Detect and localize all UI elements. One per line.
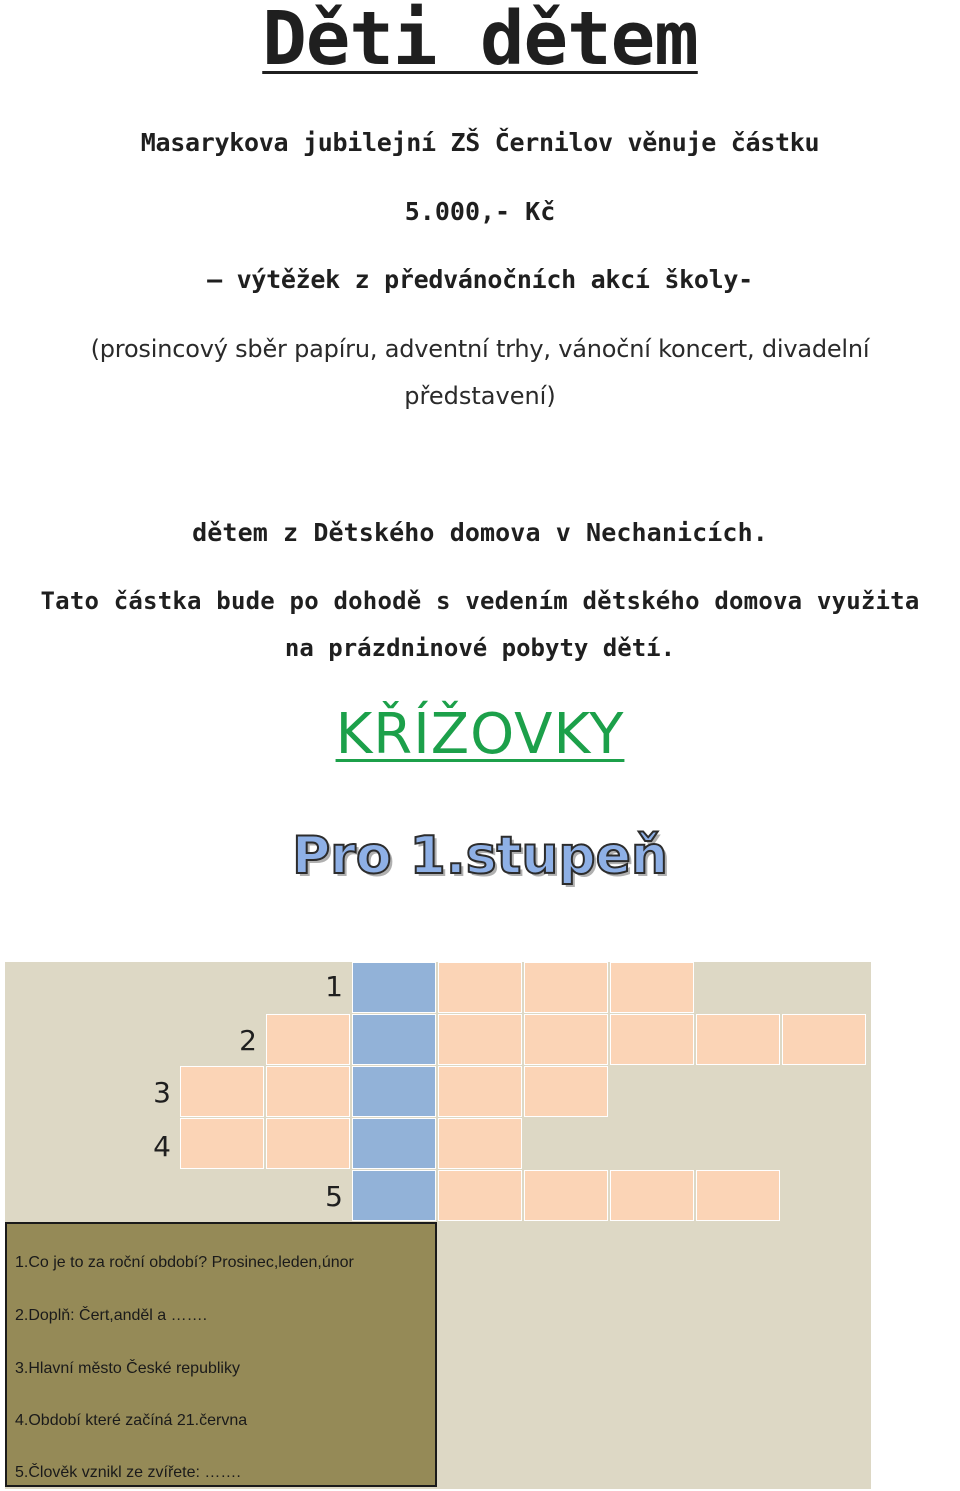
donation-recipient: dětem z Dětského domova v Nechanicích.	[192, 518, 768, 547]
crossword-cell[interactable]	[180, 1118, 264, 1169]
clues-box	[5, 1222, 437, 1487]
crossword-cell[interactable]	[782, 1014, 866, 1065]
crossword-cell[interactable]	[438, 1118, 522, 1169]
crossword-cell[interactable]	[696, 1014, 780, 1065]
crossword-cell[interactable]	[438, 1170, 522, 1221]
crossword-cell-key[interactable]	[352, 1118, 436, 1169]
crossword-cell[interactable]	[524, 1014, 608, 1065]
clue-3: 3.Hlavní město České republiky	[15, 1360, 240, 1377]
crossword-cell[interactable]	[266, 1014, 350, 1065]
clue-5: 5.Člověk vznikl ze zvířete: …….	[15, 1464, 241, 1481]
clue-1: 1.Co je to za roční období? Prosinec,leden,únor	[15, 1254, 354, 1271]
crossword-cell-key[interactable]	[352, 1170, 436, 1221]
crossword-cell[interactable]	[610, 1170, 694, 1221]
crossword-cell-key[interactable]	[352, 1066, 436, 1117]
clue-number-1: 1	[325, 970, 343, 1003]
purpose-line-1: Tato částka bude po dohodě s vedením dětského domova využita	[40, 587, 920, 615]
crossword-cell[interactable]	[610, 962, 694, 1013]
page-title: Děti dětem	[262, 0, 698, 82]
donation-source: – výtěžek z předvánočních akcí školy-	[207, 265, 753, 294]
clue-2: 2.Doplň: Čert,anděl a …….	[15, 1307, 208, 1324]
purpose-line-2: na prázdninové pobyty dětí.	[284, 634, 676, 662]
crossword-cell[interactable]	[610, 1014, 694, 1065]
crossword-cell[interactable]	[524, 1066, 608, 1117]
crossword-cell-key[interactable]	[352, 962, 436, 1013]
crossword-cell[interactable]	[266, 1066, 350, 1117]
section-heading: KŘÍŽOVKY	[335, 702, 625, 767]
donation-amount: 5.000,- Kč	[404, 197, 556, 226]
clue-number-2: 2	[239, 1024, 257, 1057]
crossword-cell[interactable]	[266, 1118, 350, 1169]
events-line-1: (prosincový sběr papíru, adventní trhy, vánoční koncert, divadelní	[90, 335, 870, 363]
crossword-cell[interactable]	[524, 1170, 608, 1221]
crossword-cell[interactable]	[524, 962, 608, 1013]
crossword-cell-key[interactable]	[352, 1014, 436, 1065]
clue-number-3: 3	[153, 1076, 171, 1109]
crossword-cell[interactable]	[180, 1066, 264, 1117]
events-line-2: představení)	[404, 382, 556, 410]
donation-intro: Masarykova jubilejní ZŠ Černilov věnuje částku	[140, 128, 820, 157]
clue-number-5: 5	[325, 1180, 343, 1213]
crossword-cell[interactable]	[438, 1014, 522, 1065]
crossword-cell[interactable]	[696, 1170, 780, 1221]
crossword-cell[interactable]	[438, 962, 522, 1013]
crossword-cell[interactable]	[438, 1066, 522, 1117]
clue-4: 4.Období které začíná 21.června	[15, 1412, 248, 1429]
section-subheading: Pro 1.stupeň	[292, 826, 668, 886]
clue-number-4: 4	[153, 1130, 171, 1163]
